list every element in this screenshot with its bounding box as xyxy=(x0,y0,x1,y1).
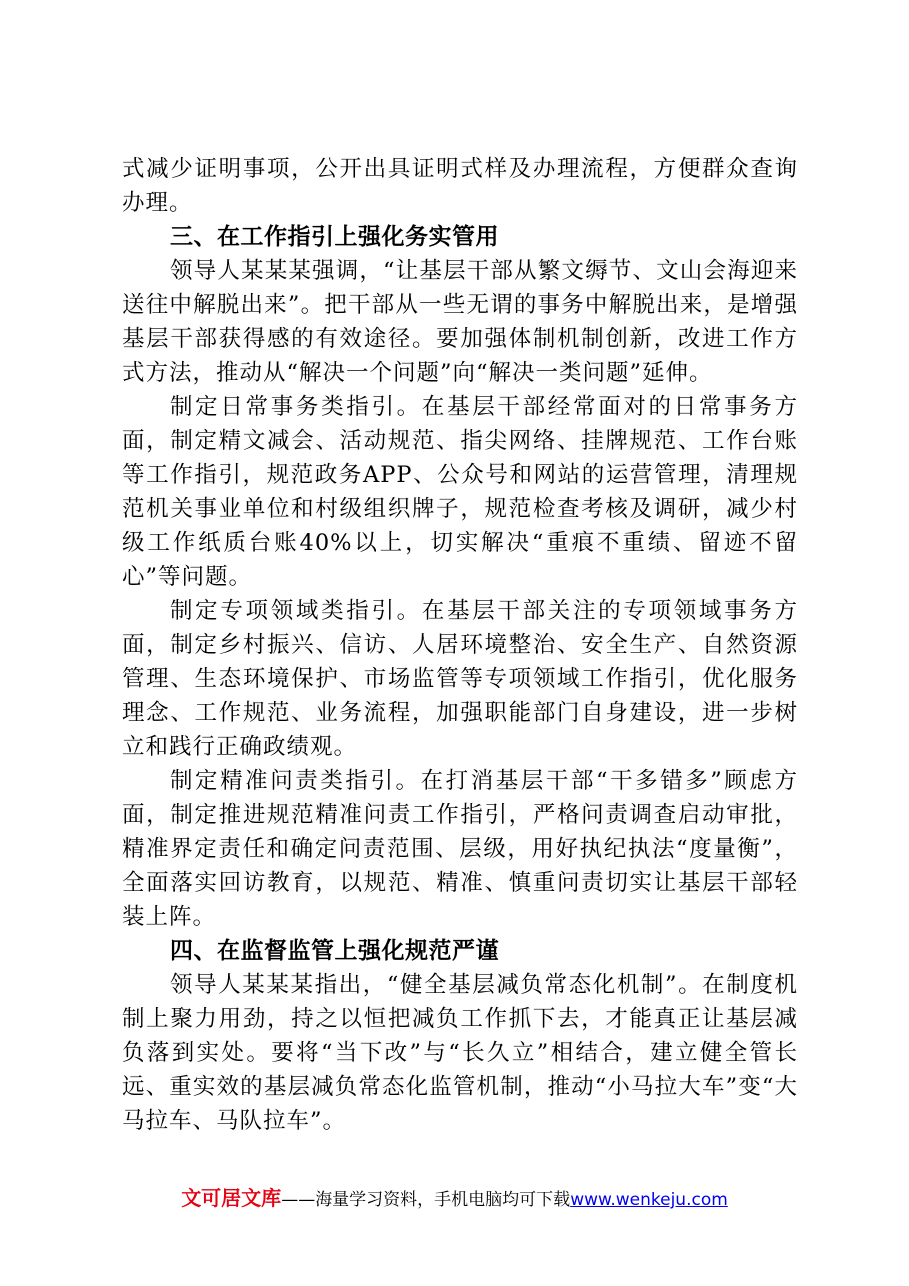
paragraph-accountability-guide: 制定精准问责类指引。在打消基层干部“干多错多”顾虑方面，制定推进规范精准问责工作指引，严格问责调查启动审批，精准界定责任和确定问责范围、层级，用好执纪执法“度量衡”，全面落实回访教育，以规范、精准、慎重问责切实让基层干部轻装上阵。 xyxy=(122,768,798,930)
footer-brand: 文可居文库 xyxy=(181,1186,282,1210)
footer-slogan: ——海量学习资料，手机电脑均可下载 xyxy=(281,1190,571,1210)
paragraph-supervision: 领导人某某某指出，“健全基层减负常态化机制”。在制度机制上聚力用劲，持之以恒把减负工作抓下去，才能真正让基层减负落到实处。要将“当下改”与“长久立”相结合，建立健全管长远、重实效的基层减负常态化监管机制，推动“小马拉大车”变“大马拉车、马队拉车”。 xyxy=(122,972,798,1134)
section-heading-three: 三、在工作指引上强化务实管用 xyxy=(170,224,499,250)
paragraph-leader-emphasis: 领导人某某某强调，“让基层干部从繁文缛节、文山会海迎来送往中解脱出来”。把干部从一些无谓的事务中解脱出来，是增强基层干部获得感的有效途径。要加强体制机制创新，改进工作方式方法，推动从“解决一个问题”向“解决一类问题”延伸。 xyxy=(122,258,798,386)
footer-site-link[interactable]: www.wenkeju.com xyxy=(570,1190,728,1210)
section-heading-four: 四、在监督监管上强化规范严谨 xyxy=(170,938,499,964)
paragraph-continuation: 式减少证明事项，公开出具证明式样及办理流程，方便群众查询办理。 xyxy=(122,156,798,216)
document-body xyxy=(122,152,798,1138)
paragraph-daily-affairs-guide: 制定日常事务类指引。在基层干部经常面对的日常事务方面，制定精文减会、活动规范、指尖网络、挂牌规范、工作台账等工作指引，规范政务APP、公众号和网站的运营管理，清理规范机关事业单位和村级组织牌子，规范检查考核及调研，减少村级工作纸质台账40%以上，切实解决“重痕不重绩、留迹不留心”等问题。 xyxy=(122,394,798,590)
paragraph-special-field-guide: 制定专项领域类指引。在基层干部关注的专项领域事务方面，制定乡村振兴、信访、人居环境整治、安全生产、自然资源管理、生态环境保护、市场监管等专项领域工作指引，优化服务理念、工作规范、业务流程，加强职能部门自身建设，进一步树立和践行正确政绩观。 xyxy=(122,598,798,760)
page-footer xyxy=(0,1182,909,1211)
